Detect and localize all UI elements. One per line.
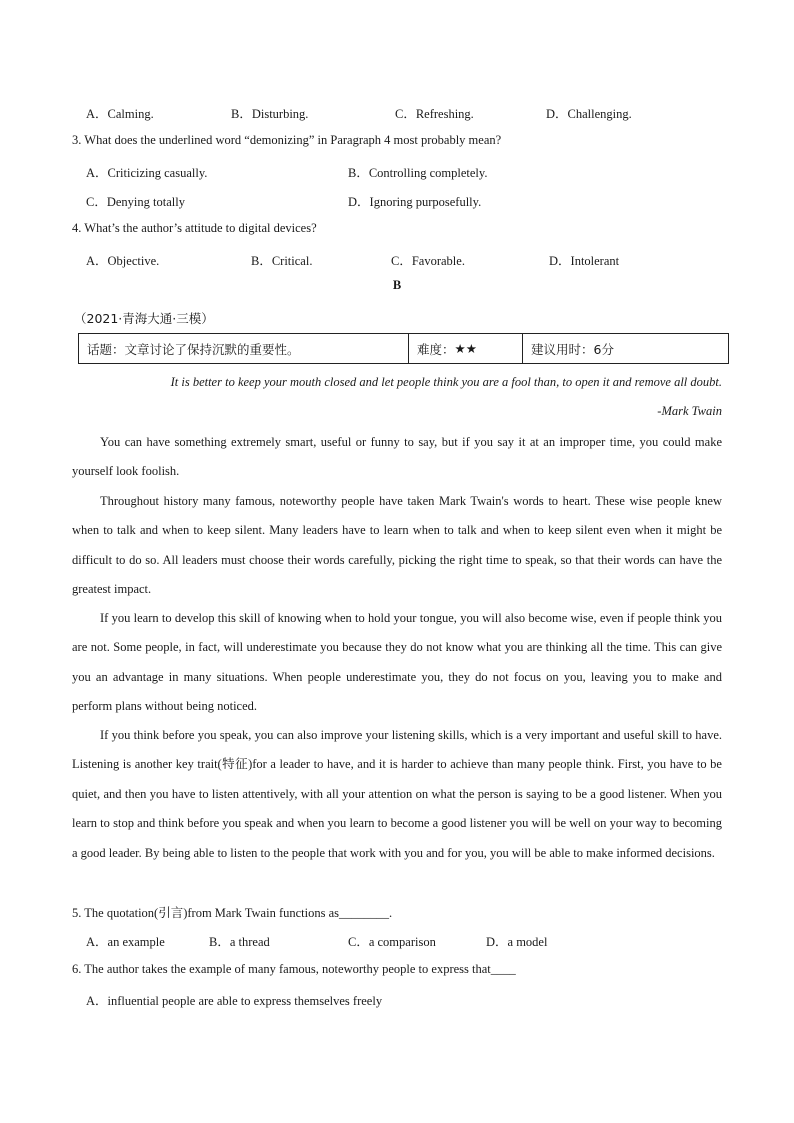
q3-stem: 3. What does the underlined word “demonizing” in Paragraph 4 most probably mean? [72, 133, 502, 147]
q6-option-a: A．influential people are able to express themselves freely [86, 994, 383, 1008]
paragraph-1: You can have something extremely smart, useful or funny to say, but if you say it at an improper time, you could make yourself look foolish. [72, 435, 722, 479]
q3-option-a: A．Criticizing casually. [86, 166, 208, 180]
time-cell [523, 334, 728, 363]
info-box [78, 333, 729, 364]
quote-author: -Mark Twain [657, 404, 722, 418]
q4-stem: 4. What’s the author’s attitude to digital devices? [72, 221, 317, 235]
q2-option-a: A．Calming. [86, 107, 154, 121]
q3-options-row1 [0, 163, 794, 183]
q5-option-c: C．a comparison [348, 935, 436, 949]
q5-options [0, 932, 794, 952]
suggested-time: 建议用时：6分 [531, 341, 614, 357]
paragraph-2: Throughout history many famous, noteworthy people have taken Mark Twain's words to heart. These wise people knew when to talk and when to keep silent. Many leaders have to learn when to talk and when to keep silent even when it might be difficult to do so. All leaders must choose their words carefully, picking the right time to speak, so that their words can have the greatest impact. [72, 494, 722, 597]
q2-option-b: B．Disturbing. [231, 107, 309, 121]
q4-option-d: D．Intolerant [549, 254, 620, 268]
q4-option-c: C．Favorable. [391, 254, 465, 268]
source-label: （2021·青海大通·三模） [74, 311, 214, 326]
paragraph-3: If you learn to develop this skill of knowing when to hold your tongue, you will also become wise, even if people think you are not. Some people, in fact, will underestimate you because they do not know what you are thinking all the time. This can give you an advantage in many situations. When people underestimate you, they do not focus on you, leaving you to make and perform plans without being noticed. [72, 611, 722, 714]
q5-stem: 5. The quotation(引言)from Mark Twain functions as________. [72, 906, 393, 920]
topic-text: 话题：文章讨论了保持沉默的重要性。 [87, 341, 300, 357]
q4-option-a: A．Objective. [86, 254, 160, 268]
difficulty-cell [409, 334, 523, 363]
section-label: B [392, 278, 402, 292]
q3-option-b: B．Controlling completely. [348, 166, 488, 180]
q5-option-b: B．a thread [209, 935, 270, 949]
q3-options-row2 [0, 192, 794, 212]
quote-text: It is better to keep your mouth closed and let people think you are a fool than, to open it and remove all doubt. [170, 375, 722, 389]
q6-stem: 6. The author takes the example of many famous, noteworthy people to express that____ [72, 962, 516, 976]
difficulty-stars-icon: ★★ [454, 341, 477, 356]
q3-option-d: D．Ignoring purposefully. [348, 195, 482, 209]
q4-options [0, 251, 794, 271]
q4-option-b: B．Critical. [251, 254, 313, 268]
q5-option-a: A．an example [86, 935, 165, 949]
q2-options [0, 104, 794, 124]
q5-option-d: D．a model [486, 935, 548, 949]
q2-option-c: C．Refreshing. [395, 107, 474, 121]
q6-options [0, 991, 794, 1011]
q2-option-d: D．Challenging. [546, 107, 632, 121]
paragraph-4: If you think before you speak, you can also improve your listening skills, which is a very important and useful skill to have. Listening is another key trait(特征)for a leader to have, and it is harder to achieve than many people think. First, you have to be quiet, and then you have to listen attentively, with all your attention on what the person is saying to be a good listener. When you learn to stop and think before you speak and when you learn to become a good listener you will be well on your way to becoming a good leader. By being able to listen to the people that work with you and for you, you will be able to make informed decisions. [72, 728, 722, 860]
topic-cell [79, 334, 409, 363]
difficulty-label: 难度： [417, 341, 455, 357]
q3-option-c: C．Denying totally [86, 195, 185, 209]
